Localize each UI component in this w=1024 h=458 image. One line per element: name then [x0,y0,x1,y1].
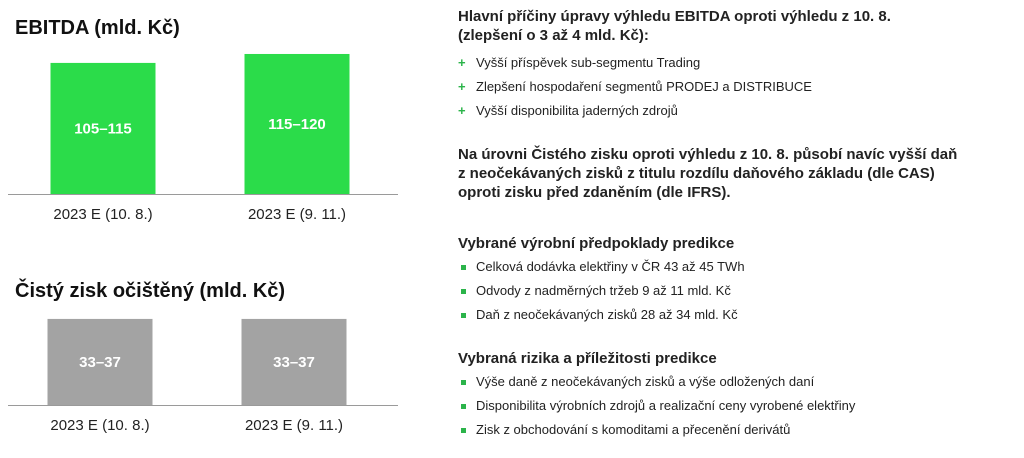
risks-section [458,349,855,438]
reasons-heading-line2: (zlepšení o 3 až 4 mld. Kč): [458,27,649,44]
list-item [458,283,745,299]
list-item [458,307,745,323]
square-bullet-icon [461,289,466,294]
list-item [458,103,891,119]
assumptions-section [458,234,745,323]
net-profit-note [458,145,957,202]
assumptions-heading: Vybrané výrobní předpoklady predikce [458,235,735,252]
bar-value-label: 115–120 [268,115,326,133]
list-item-text: Zlepšení hospodaření segmentů PRODEJ a DISTRIBUCE [476,79,812,94]
list-item-text: Daň z neočekávaných zisků 28 až 34 mld. Kč [476,307,738,322]
bar-value-label: 105–115 [74,120,132,138]
plus-icon: + [458,55,466,70]
square-bullet-icon [461,428,466,433]
list-item-text: Vyšší disponibilita jaderných zdrojů [476,103,678,118]
square-bullet-icon [461,265,466,270]
assumptions-list [458,259,745,323]
list-item-text: Výše daně z neočekávaných zisků a výše odložených daní [476,374,815,389]
net-profit-note-line3: oproti zisku před zdaněním (dle IFRS). [458,184,731,201]
list-item-text: Disponibilita výrobních zdrojů a realizační ceny vyrobené elektřiny [476,398,856,413]
reasons-section [458,7,891,119]
ebitda-chart-title: EBITDA (mld. Kč) [15,17,180,39]
list-item [458,422,855,438]
list-item [458,259,745,275]
square-bullet-icon [461,404,466,409]
list-item-text: Odvody z nadměrných tržeb 9 až 11 mld. Kč [476,283,731,298]
list-item [458,55,891,71]
list-item [458,398,855,414]
category-label: 2023 E (10. 8.) [50,417,150,434]
risks-heading: Vybraná rizika a příležitosti predikce [458,350,717,367]
category-label: 2023 E (10. 8.) [53,206,153,223]
reasons-list [458,55,891,119]
bar-value-label: 33–37 [79,353,121,371]
list-item [458,79,891,95]
square-bullet-icon [461,380,466,385]
square-bullet-icon [461,313,466,318]
commentary-panel [458,0,1018,458]
category-label: 2023 E (9. 11.) [244,417,344,434]
category-label: 2023 E (9. 11.) [247,206,347,223]
plus-icon: + [458,103,466,118]
list-item-text: Zisk z obchodování s komoditami a přecenění derivátů [476,422,791,437]
plus-icon: + [458,79,466,94]
net-profit-chart-title: Čistý zisk očištěný (mld. Kč) [15,280,286,302]
list-item [458,374,855,390]
list-item-text: Vyšší příspěvek sub-segmentu Trading [476,55,701,70]
charts-panel [0,0,420,458]
net-profit-note-line2: z neočekávaných zisků z titulu rozdílu daňového základu (dle CAS) [458,165,935,182]
net-profit-chart [0,0,420,458]
reasons-heading-line1: Hlavní příčiny úpravy výhledu EBITDA oproti výhledu z 10. 8. [458,8,891,25]
net-profit-note-line1: Na úrovni Čistého zisku oproti výhledu z 10. 8. působí navíc vyšší daň [458,146,958,163]
list-item-text: Celková dodávka elektřiny v ČR 43 až 45 TWh [476,259,745,274]
risks-list [458,374,855,438]
reasons-heading [458,7,891,45]
bar-value-label: 33–37 [273,353,315,371]
